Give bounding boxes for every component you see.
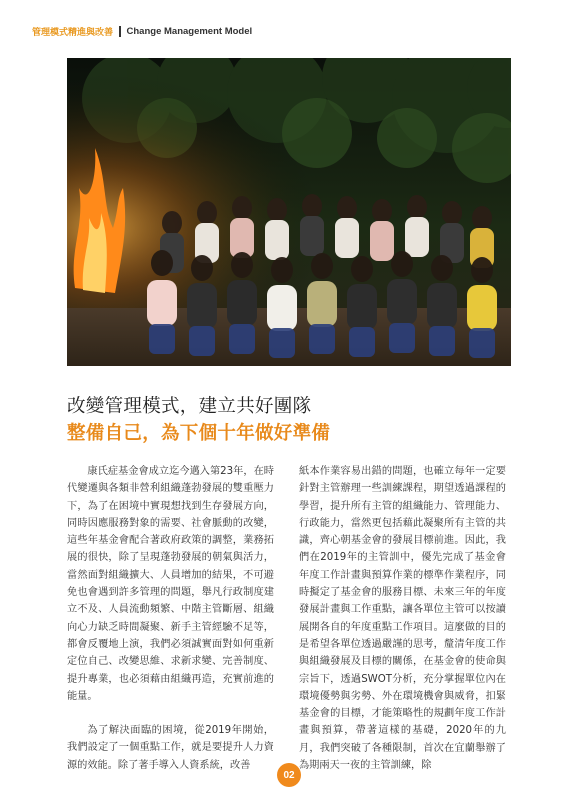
text-column-left bbox=[67, 463, 274, 774]
article-title: 改變管理模式，建立共好團隊 bbox=[67, 396, 312, 417]
running-header bbox=[32, 24, 252, 38]
group-photo bbox=[67, 58, 511, 366]
page-number-badge: 02 bbox=[277, 763, 301, 787]
text-column-right bbox=[299, 463, 506, 774]
body-paragraph: 為了解決面臨的困境，從2019年開始，我們設定了一個重點工作，就是要提升人力資源的效能。除了著手導入人資系統，改善 bbox=[67, 725, 274, 771]
section-title-zh: 管理模式精進與改善 bbox=[32, 27, 114, 38]
group-photo-image bbox=[67, 58, 511, 366]
body-paragraph: 康氏症基金會成立迄今邁入第23年，在時代變遷與各類非營利組織蓬勃發展的雙重壓力下，為了在困境中實現想找到生存發展方向，同時因應服務對象的需要、社會脈動的改變，這些年基金會配合著政府政策的調整，業務拓展的很快，除了呈現蓬勃發展的朝氣與活力，當然面對組織擴大、人員增加的結果，不可避免也會遇到許多管理的問題，舉凡行政制度建立不及、人員流動頻繁、中階主管斷層、組織向心力缺乏時間凝聚、新手主管經驗不足等，都會反覆地上演，我們必須誠實面對如何重新定位自己、改變思維、求新求變、完善制度、提升專業，也必須藉由組織再造，充實前進的能量。 bbox=[67, 466, 274, 702]
header-divider bbox=[119, 26, 121, 37]
body-paragraph: 紙本作業容易出錯的問題，也確立每年一定要針對主管辦理一些訓練課程，期望透過課程的學習，提升所有主管的組織能力、管理能力、行政能力，當然更包括藉此凝聚所有主管的共識，齊心朝基金會的發展目標前進。因此，我們在2019年的主管訓中，優先完成了基金會年度工作計畫與預算作業的標準作業程序，同時擬定了基金會的服務目標、未來三年的年度發展計畫與工作重點，讓各單位主管可以按讀展開各自的年度重點工作項目。這麼做的目的是希望各單位透過嚴謹的思考，釐清年度工作與組織發展及目標的關係，在基金會的使命與宗旨下，透過SWOT分析，充分掌握單位內在環境優勢與劣勢、外在環境機會與威脅，扣緊基金會的目標，才能策略性的規劃年度工作計畫與預算，帶著這樣的基礎，2020年的九月，我們突破了各種限制，首次在宜蘭舉辦了為期兩天一夜的主管訓練，除 bbox=[299, 466, 506, 772]
section-title-en: Change Management Model bbox=[126, 25, 253, 37]
article-subtitle: 整備自己，為下個十年做好準備 bbox=[67, 423, 331, 444]
